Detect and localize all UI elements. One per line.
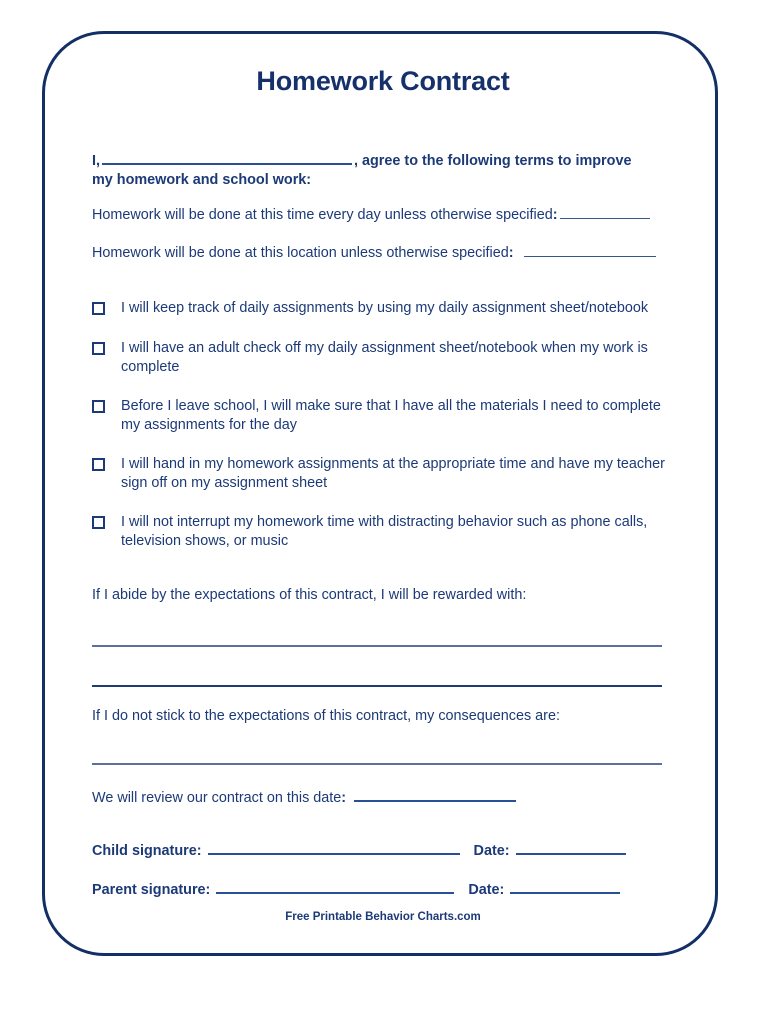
child-signature-row bbox=[92, 840, 628, 861]
checkbox-icon[interactable] bbox=[92, 516, 105, 529]
checklist-item-3[interactable] bbox=[92, 397, 662, 435]
checklist-item-1[interactable] bbox=[92, 299, 692, 318]
reward-write-line-2[interactable] bbox=[92, 685, 662, 687]
homework-time-row bbox=[92, 205, 652, 225]
homework-location-colon: : bbox=[508, 245, 514, 261]
review-date-blank-field[interactable] bbox=[354, 787, 516, 802]
checkbox-icon[interactable] bbox=[92, 400, 105, 413]
checklist-item-5[interactable] bbox=[92, 513, 682, 551]
intro-lead: I, bbox=[92, 153, 100, 169]
checklist-item-label: Before I leave school, I will make sure that I have all the materials I need to complete my assignments for the day bbox=[121, 398, 661, 433]
name-blank-field[interactable] bbox=[102, 150, 352, 165]
checkbox-icon[interactable] bbox=[92, 342, 105, 355]
intro-paragraph bbox=[92, 150, 682, 190]
reward-write-line-1[interactable] bbox=[92, 645, 662, 647]
homework-location-blank-field[interactable] bbox=[524, 243, 656, 257]
homework-location-row bbox=[92, 243, 658, 263]
parent-date-label: Date: bbox=[468, 882, 505, 898]
parent-signature-label: Parent signature: bbox=[92, 882, 211, 898]
consequence-write-line-1[interactable] bbox=[92, 763, 662, 765]
intro-line2: my homework and school work: bbox=[92, 172, 312, 188]
parent-signature-row bbox=[92, 879, 622, 900]
checkbox-icon[interactable] bbox=[92, 458, 105, 471]
review-date-colon: : bbox=[341, 790, 347, 806]
review-date-label: We will review our contract on this date bbox=[92, 790, 342, 806]
homework-location-label: Homework will be done at this location unless otherwise specified bbox=[92, 245, 509, 261]
checklist-item-label: I will keep track of daily assignments by using my daily assignment sheet/notebook bbox=[121, 300, 649, 316]
review-date-row bbox=[92, 787, 518, 808]
page-title: Homework Contract bbox=[256, 66, 510, 96]
reward-prompt: If I abide by the expectations of this contract, I will be rewarded with: bbox=[92, 587, 527, 603]
child-signature-label: Child signature: bbox=[92, 843, 202, 859]
checklist-item-label: I will hand in my homework assignments at the appropriate time and have my teacher sign off on my assignment sheet bbox=[121, 456, 665, 491]
consequence-prompt: If I do not stick to the expectations of this contract, my consequences are: bbox=[92, 708, 560, 724]
contract-body bbox=[45, 34, 721, 959]
homework-time-colon: : bbox=[552, 207, 558, 223]
parent-date-blank-field[interactable] bbox=[510, 879, 620, 894]
site-credit: Free Printable Behavior Charts.com bbox=[285, 911, 481, 923]
checklist-item-2[interactable] bbox=[92, 339, 692, 377]
checklist-item-4[interactable] bbox=[92, 455, 682, 493]
checkbox-icon[interactable] bbox=[92, 302, 105, 315]
homework-time-blank-field[interactable] bbox=[560, 205, 650, 219]
contract-border bbox=[42, 31, 718, 956]
child-signature-blank-field[interactable] bbox=[208, 840, 460, 855]
child-date-blank-field[interactable] bbox=[516, 840, 626, 855]
homework-time-label: Homework will be done at this time every day unless otherwise specified bbox=[92, 207, 553, 223]
parent-signature-blank-field[interactable] bbox=[216, 879, 454, 894]
child-date-label: Date: bbox=[473, 843, 510, 859]
checklist-item-label: I will not interrupt my homework time with distracting behavior such as phone calls, television shows, or music bbox=[121, 514, 648, 549]
checklist-item-label: I will have an adult check off my daily assignment sheet/notebook when my work is complete bbox=[121, 340, 648, 375]
intro-after-blank: , agree to the following terms to improve bbox=[354, 153, 632, 169]
